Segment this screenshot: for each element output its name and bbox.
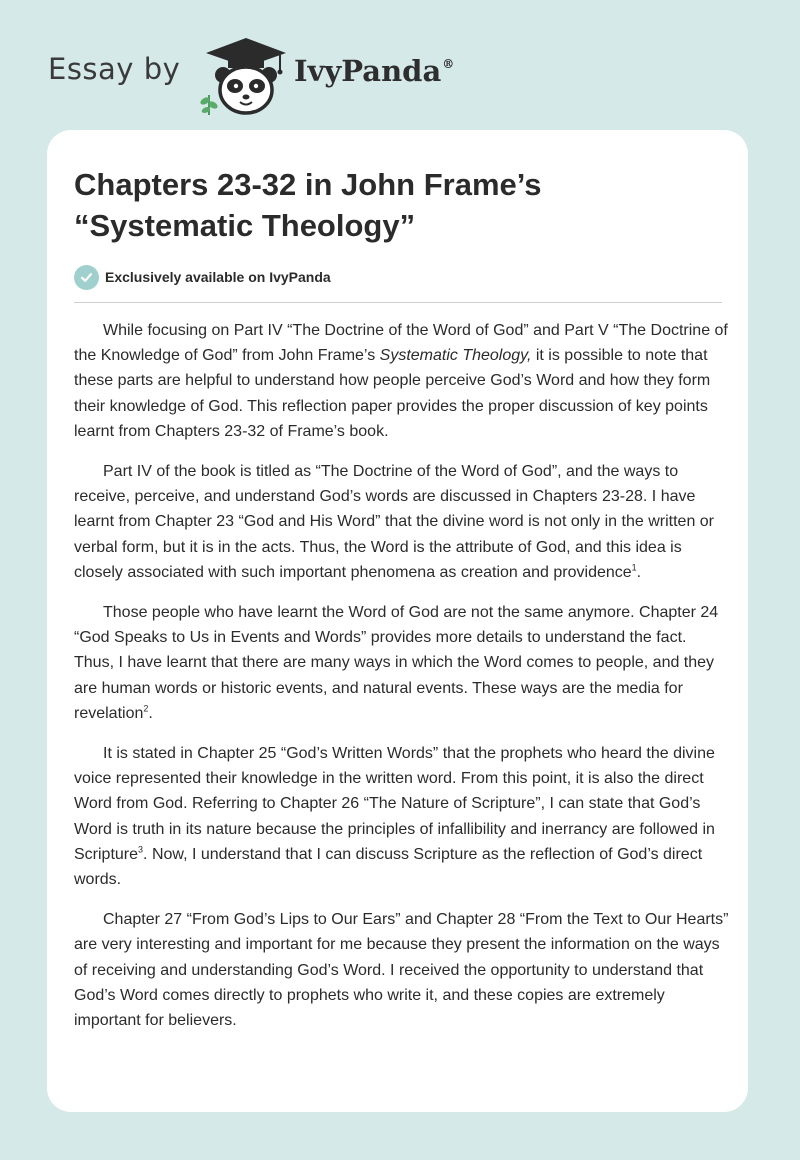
brand-text: IvyPanda [294, 54, 442, 88]
paragraph [74, 600, 729, 726]
text-run: Part IV of the book is titled as “The Doctrine of the Word of God”, and the ways to receive, perceive, and understand God’s words are discussed in Chapters 23-28. I have learnt from Chapter 23 “God and His Word” that the divine word is not only in the written or verbal form, but it is in the acts. Thus, the Word is the attribute of God, and this idea is closely associated with such important phenomena as creation and providence [74, 463, 715, 581]
footnote-ref: 2 [143, 703, 149, 714]
essay-card [47, 130, 748, 1112]
paragraph [74, 459, 729, 585]
exclusive-badge [74, 264, 331, 290]
text-run: . [636, 563, 642, 581]
site-header [48, 32, 508, 112]
checkmark-icon [74, 265, 99, 290]
paragraph [74, 318, 729, 444]
text-run: Those people who have learnt the Word of God are not the same anymore. Chapter 24 “God Speaks to Us in Events and Words” provides more details to understand the fact. Thus, I have learnt that there are many ways in which the Word comes to people, and they are human words or historic events, and natural events. These ways are the media for revelation [74, 604, 719, 722]
footnote-ref: 3 [138, 844, 144, 855]
paragraph [74, 907, 729, 1033]
footnote-ref: 1 [631, 562, 637, 573]
text-run: . [148, 704, 153, 722]
text-run: While focusing on Part IV “The Doctrine of the Word of God” and Part V “The Doctrine of the Knowledge of God” from John Frame’s [74, 322, 728, 365]
brand-name[interactable] [294, 54, 454, 88]
divider [74, 302, 722, 303]
essay-by-label: Essay by [48, 52, 181, 86]
book-title-italic: Systematic Theology, [379, 347, 532, 365]
page-title: Chapters 23-32 in John Frame’s “Systematic Theology” [74, 167, 542, 243]
essay-body [74, 318, 729, 1048]
text-run: It is stated in Chapter 25 “God’s Written Words” that the prophets who heard the divine voice represented their knowledge in the written word. From this point, it is also the direct Word from God. Referring to Chapter 26 “The Nature of Scripture”, I can state that God’s Word is truth in its nature because the principles of infallibility and inerrancy are followed in Scripture [74, 745, 715, 863]
panda-logo-icon[interactable] [200, 35, 292, 115]
text-run: it is possible to note that these parts are helpful to understand how people perceive God’s Word and how they form their knowledge of God. This reflection paper provides the proper discussion of key points learnt from Chapters 23-32 of Frame’s book. [74, 347, 711, 440]
registered-mark: ® [442, 57, 455, 72]
text-run: . Now, I understand that I can discuss Scripture as the reflection of God’s direct words. [74, 845, 703, 889]
exclusive-badge-label: Exclusively available on IvyPanda [105, 269, 331, 285]
paragraph [74, 741, 729, 892]
text-run: Chapter 27 “From God’s Lips to Our Ears” and Chapter 28 “From the Text to Our Hearts” are very interesting and important for me because they present the information on the ways of receiving and understanding God’s Word. I received the opportunity to understand that God’s Word comes directly to prophets who write it, and these copies are extremely important for believers. [74, 911, 729, 1030]
